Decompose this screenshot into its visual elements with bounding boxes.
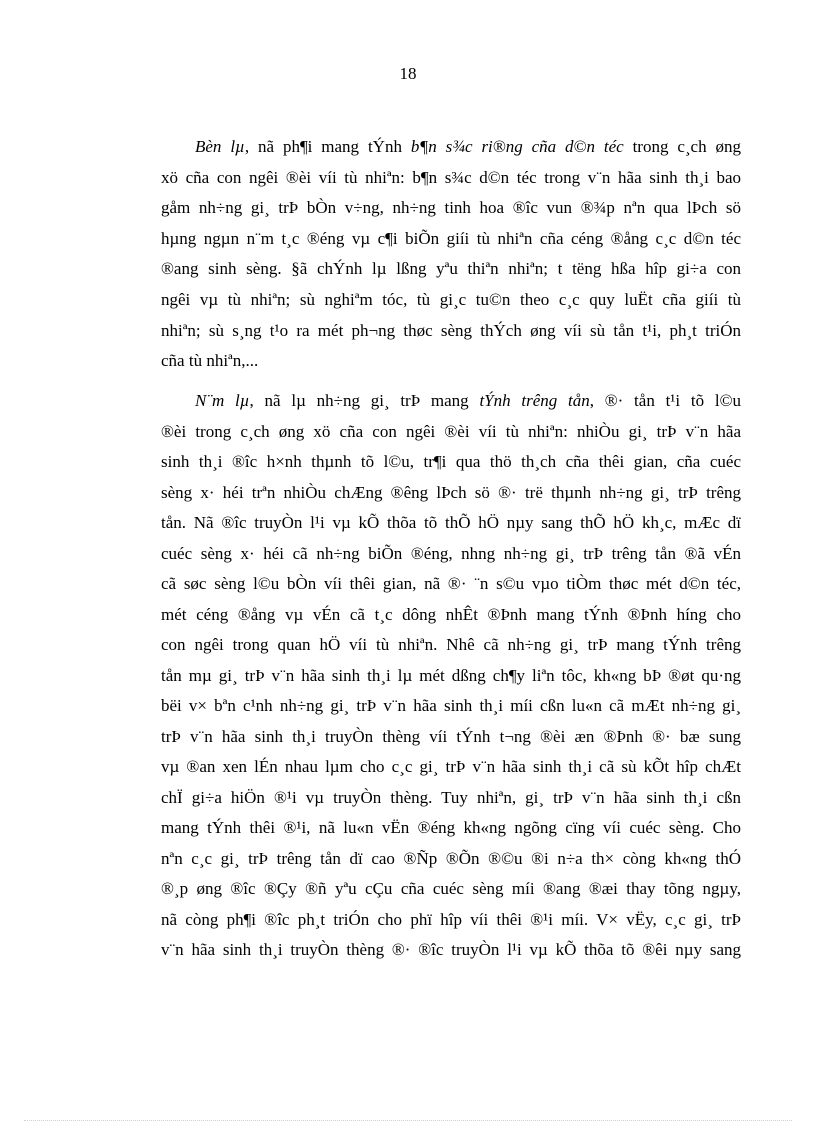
text-line bbox=[161, 574, 741, 594]
text-run: ngêi vµ tù nhiªn; sù nghiªm tóc, tù gi¸c tu©n theo c¸c quy luËt cña giíi tù bbox=[161, 290, 741, 309]
text-line bbox=[161, 259, 741, 279]
text-line bbox=[161, 483, 741, 503]
text-line bbox=[161, 513, 741, 533]
text-line bbox=[161, 422, 741, 442]
text-run: mét céng ®ång vµ vÉn cã t¸c dông nhÊt ®Þnh mang tÝnh ®Þnh híng cho bbox=[161, 604, 741, 624]
text-run: gåm nh÷ng gi¸ trÞ bÒn v÷ng, nh÷ng tinh hoa ®îc vun ®¾p nªn qua lÞch sö bbox=[161, 198, 741, 218]
text-run: hµng ngµn n¨m t¸c ®éng vµ c¶i biÕn giíi tù nhiªn cña céng ®ång c¸c d©n téc bbox=[161, 228, 741, 248]
text-line bbox=[161, 452, 741, 472]
page-bottom-border bbox=[24, 1120, 792, 1121]
text-run: cuéc sèng x· héi cã nh÷ng biÕn ®éng, nhng nh÷ng gi¸ trÞ trêng tån ®ã vÉn bbox=[161, 543, 741, 563]
text-run: trong c¸ch øng bbox=[623, 137, 742, 156]
text-run: , nã ph¶i mang tÝnh bbox=[244, 137, 411, 156]
text-run: nã còng ph¶i ®îc ph¸t triÓn cho phï hîp víi thêi ®¹i míi. V× vËy, c¸c gi¸ trÞ bbox=[161, 909, 741, 929]
text-run: con ngêi trong quan hÖ víi tù nhiªn. Nhê cã nh÷ng gi¸ trÞ mang tÝnh trêng bbox=[161, 635, 741, 654]
text-line bbox=[161, 818, 741, 838]
text-line bbox=[161, 168, 741, 188]
text-run: tån. Nã ®îc truyÒn l¹i vµ kÕ thõa tõ thÕ hÖ nµy sang thÕ hÖ kh¸c, mÆc dï bbox=[161, 513, 741, 532]
text-line bbox=[161, 757, 741, 777]
text-line bbox=[161, 635, 741, 655]
text-run: , ®· tån t¹i tõ l©u bbox=[589, 391, 741, 410]
italic-phrase: b¶n s¾c ri®ng cña d©n téc bbox=[410, 137, 624, 156]
text-run: mang tÝnh thêi ®¹i, nã lu«n vËn ®éng kh«ng ngõng cïng víi cuéc sèng. Cho bbox=[161, 818, 741, 837]
text-run: ®èi trong c¸ch øng xö cña con ngêi ®èi víi tù nhiªn: nhiÒu gi¸ trÞ v¨n hãa bbox=[161, 421, 741, 441]
text-line bbox=[195, 137, 741, 157]
text-line bbox=[161, 544, 741, 564]
italic-phrase: N¨m lµ bbox=[195, 391, 250, 410]
text-line bbox=[161, 879, 741, 899]
text-run: trÞ v¨n hãa sinh th¸i truyÒn thèng víi tÝnh t¬ng ®èi æn ®Þnh ®· bæ sung bbox=[161, 726, 741, 746]
text-run: cña tù nhiªn,... bbox=[161, 351, 259, 371]
page-number: 18 bbox=[399, 64, 417, 83]
text-line bbox=[161, 321, 741, 341]
text-line bbox=[161, 910, 741, 930]
text-line bbox=[161, 605, 741, 625]
text-line bbox=[161, 788, 741, 808]
text-line bbox=[161, 290, 741, 310]
text-line bbox=[161, 849, 741, 869]
text-line bbox=[161, 696, 741, 716]
text-run: chÏ gi÷a hiÖn ®¹i vµ truyÒn thèng. Tuy nhiªn, gi¸ trÞ v¨n hãa sinh th¸i cßn bbox=[161, 787, 741, 807]
text-line bbox=[161, 198, 741, 218]
text-line bbox=[161, 351, 741, 371]
text-run: nªn c¸c gi¸ trÞ trêng tån dï cao ®Ñp ®Õn ®©u ®i n÷a th× còng kh«ng thÓ bbox=[161, 848, 741, 868]
italic-phrase: Bèn lµ bbox=[195, 137, 245, 156]
text-run: ®¸p øng ®îc ®Çy ®ñ yªu cÇu cña cuéc sèng míi ®ang ®æi thay tõng ngµy, bbox=[161, 879, 741, 898]
text-line bbox=[195, 391, 741, 411]
text-run: ®ang sinh sèng. §ã chÝnh lµ lßng yªu thiªn nhiªn; t tëng hßa hîp gi÷a con bbox=[161, 259, 741, 279]
text-run: nhiªn; sù s¸ng t¹o ra mét ph¬ng thøc sèng thÝch øng víi sù tån t¹i, ph¸t triÓn bbox=[161, 320, 741, 340]
text-run: cã søc sèng l©u bÒn víi thêi gian, nã ®· ¨n s©u vµo tiÒm thøc mét d©n téc, bbox=[161, 574, 741, 593]
text-run: v¨n hãa sinh th¸i truyÒn thèng ®· ®îc truyÒn l¹i vµ kÕ thõa tõ ®êi nµy sang bbox=[161, 940, 741, 959]
text-line bbox=[161, 666, 741, 686]
text-run: bëi v× bªn c¹nh nh÷ng gi¸ trÞ v¨n hãa sinh th¸i míi cßn lu«n cã mÆt nh÷ng gi¸ bbox=[161, 696, 741, 715]
text-line bbox=[161, 727, 741, 747]
text-run: sinh th¸i ®îc h×nh thµnh tõ l©u, tr¶i qua thö th¸ch cña thêi gian, cña cuéc bbox=[161, 452, 741, 471]
text-run: xö cña con ngêi ®èi víi tù nhiªn: b¶n s¾c d©n téc trong v¨n hãa sinh th¸i bao bbox=[161, 167, 741, 187]
text-line bbox=[161, 229, 741, 249]
text-line bbox=[161, 940, 741, 960]
italic-phrase: tÝnh trêng tån bbox=[479, 391, 590, 410]
text-run: sèng x· héi trªn nhiÒu chÆng ®êng lÞch sö ®· trë thµnh nh÷ng gi¸ trÞ trêng bbox=[161, 482, 741, 502]
text-run: vµ ®an xen lÉn nhau lµm cho c¸c gi¸ trÞ v¨n hãa sinh th¸i cã sù kÕt hîp chÆt bbox=[161, 757, 741, 776]
text-run: , nã lµ nh÷ng gi¸ trÞ mang bbox=[249, 391, 480, 410]
text-run: tån mµ gi¸ trÞ v¨n hãa sinh th¸i lµ mét dßng ch¶y liªn tôc, kh«ng bÞ ®øt qu·ng bbox=[161, 665, 741, 685]
